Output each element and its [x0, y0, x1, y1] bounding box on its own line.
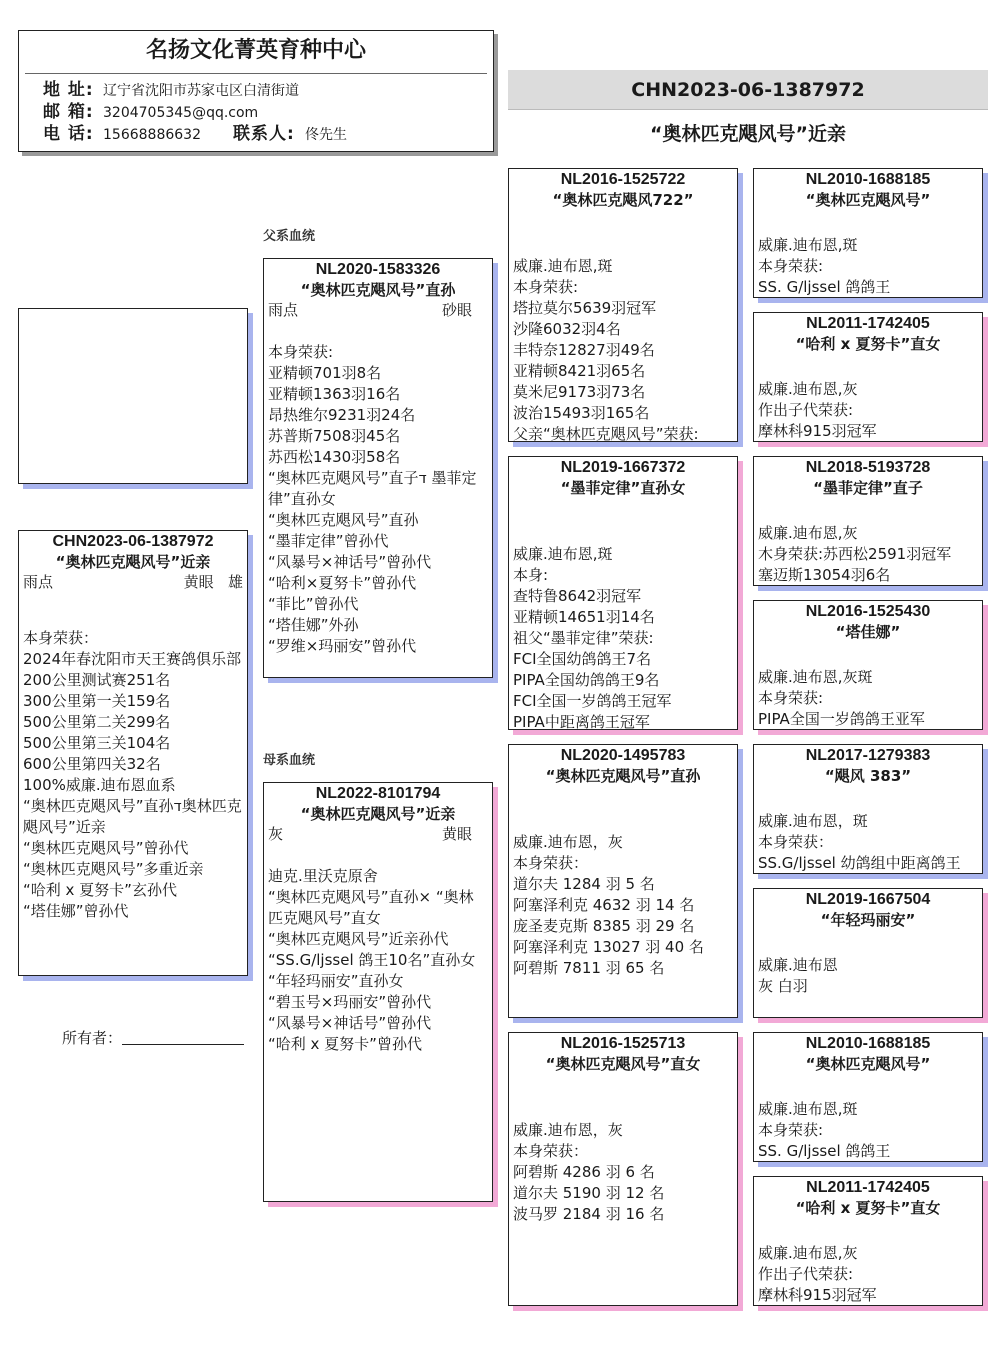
ss-detail-line: 亚精顿8421羽65名 — [513, 362, 646, 380]
subject-detail-line: “奥林匹克飓风号”直孙ד奥林匹克飓风号”近亲 — [23, 797, 242, 836]
g1-detail-line: 本身荣获: — [758, 257, 824, 275]
address-row — [43, 80, 493, 102]
ggp-8-name: “哈利 x 夏努卡”直女 — [795, 1199, 941, 1217]
dd-detail-line: 波马罗 2184 羽 16 名 — [513, 1205, 665, 1223]
sire-dam-name: “墨菲定律”直孙女 — [560, 479, 686, 497]
phone-label: 电 话: — [43, 124, 94, 144]
g5-detail-line: 威廉.迪布恩，斑 — [758, 812, 868, 830]
sd-detail-line: 查特鲁8642羽冠军 — [513, 587, 642, 605]
ggp-4-ring: NL2016-1525430 — [805, 603, 931, 620]
g7-detail-line: SS. G/ljssel 鸽鸽王 — [758, 1142, 891, 1160]
sd-detail-line: 威廉.迪布恩,斑 — [513, 545, 613, 563]
g8-detail-line: 威廉.迪布恩,灰 — [758, 1244, 858, 1262]
ggp-5-details — [754, 811, 982, 874]
dam-sire-ring: NL2020-1495783 — [560, 747, 686, 764]
sire-ring: NL2020-1583326 — [315, 261, 441, 278]
sire-detail-line: “风暴号×神话号”曾孙代 — [268, 553, 432, 571]
sire-details — [264, 342, 492, 657]
header-divider — [25, 73, 487, 74]
g7-detail-line: 威廉.迪布恩,斑 — [758, 1100, 858, 1118]
subject-detail-line: 600公里第四关32名 — [23, 755, 161, 773]
dam-section-label: 母系血统 — [263, 753, 316, 768]
ggp-6-ring: NL2019-1667504 — [805, 891, 931, 908]
sire-name: “奥林匹克飓风号”直孙 — [300, 281, 456, 299]
dam-sire-details — [509, 832, 737, 979]
g7-detail-line: 本身荣获: — [758, 1121, 824, 1139]
top-ring-number: CHN2023-06-1387972 — [631, 79, 865, 101]
g2-detail-line: 威廉.迪布恩,灰 — [758, 380, 858, 398]
subject-details — [19, 628, 247, 922]
ggp-2-details — [754, 379, 982, 442]
top-ring-band — [508, 70, 988, 110]
dam-detail-line: “奥林匹克飓风号”近亲孙代 — [268, 930, 449, 948]
dam-detail-line: “风暴号×神话号”曾孙代 — [268, 1014, 432, 1032]
ggp-1-details — [754, 235, 982, 298]
ds-detail-line: 本身荣获： — [513, 854, 589, 872]
dam-detail-line: “碧玉号×玛丽安”曾孙代 — [268, 993, 432, 1011]
ggp-7-details — [754, 1099, 982, 1162]
sire-section-label: 父系血统 — [263, 229, 316, 244]
sire-detail-line: “墨菲定律”曾孙代 — [268, 532, 389, 550]
dam-color: 灰 — [268, 825, 284, 843]
owner-field — [62, 1028, 244, 1048]
subject-detail-line: 300公里第一关159名 — [23, 692, 171, 710]
subject-detail-line: 本身荣获： — [23, 629, 99, 647]
subject-detail-line: “塔佳娜”曾孙代 — [23, 902, 129, 920]
ggp-card-7 — [753, 1032, 983, 1162]
dam-dam-ring: NL2016-1525713 — [560, 1035, 686, 1052]
g2-detail-line: 摩林科915羽冠军 — [758, 422, 877, 440]
sd-detail-line: PIPA中距离鸽王冠军 — [513, 713, 650, 730]
ds-detail-line: 威廉.迪布恩，灰 — [513, 833, 623, 851]
sire-sire-ring: NL2016-1525722 — [560, 171, 686, 188]
ggp-5-ring: NL2017-1279383 — [805, 747, 931, 764]
ggp-card-4 — [753, 600, 983, 730]
ss-detail-line: 本身荣获: — [513, 278, 579, 296]
photo-frame — [18, 308, 248, 484]
ggp-1-ring: NL2010-1688185 — [805, 171, 931, 188]
g6-detail-line: 威廉.迪布恩 — [758, 956, 838, 974]
sire-traits — [264, 300, 492, 321]
phone-value: 15668886632 — [103, 127, 201, 143]
top-bird-name: “奥林匹克飓风号”近亲 — [650, 123, 846, 145]
sire-detail-line: 本身荣获: — [268, 343, 334, 361]
dd-detail-line: 威廉.迪布恩，灰 — [513, 1121, 623, 1139]
address-label: 地 址: — [43, 80, 94, 100]
subject-detail-line: 200公里测试赛251名 — [23, 671, 171, 689]
dam-detail-line: “哈利 x 夏努卡”曾孙代 — [268, 1035, 422, 1053]
ggp-card-8 — [753, 1176, 983, 1306]
ggp-7-name: “奥林匹克飓风号” — [805, 1055, 931, 1073]
email-row — [43, 102, 493, 124]
ss-detail-line: 丰特奈12827羽49名 — [513, 341, 655, 359]
subject-detail-line: “奥林匹克飓风号”曾孙代 — [23, 839, 189, 857]
ggp-card-2 — [753, 312, 983, 442]
address-value: 辽宁省沈阳市苏家屯区白清街道 — [103, 83, 299, 99]
sire-dam-details — [509, 544, 737, 730]
subject-detail-line: “哈利 x 夏努卡”玄孙代 — [23, 881, 177, 899]
dd-detail-line: 阿碧斯 4286 羽 6 名 — [513, 1163, 655, 1181]
sire-detail-line: 亚精顿701羽8名 — [268, 364, 382, 382]
g5-detail-line: SS.G/ljssel 幼鸽组中距离鸽王 — [758, 854, 961, 872]
sd-detail-line: FCI全国幼鸽鸽王7名 — [513, 650, 652, 668]
ds-detail-line: 阿塞泽利克 4632 羽 14 名 — [513, 896, 695, 914]
sire-detail-line: “奥林匹克飓风号”直子ד 墨菲定律”直孙女 — [268, 469, 477, 508]
sire-detail-line: 昂热维尔9231羽24名 — [268, 406, 416, 424]
sire-sire-card — [508, 168, 738, 442]
subject-detail-line: 500公里第二关299名 — [23, 713, 171, 731]
subject-name: “奥林匹克飓风号”近亲 — [55, 553, 211, 571]
g1-detail-line: 威廉.迪布恩,斑 — [758, 236, 858, 254]
sire-detail-line: “塔佳娜”外孙 — [268, 616, 359, 634]
ggp-card-1 — [753, 168, 983, 298]
contact-value: 佟先生 — [305, 127, 347, 143]
sire-eye: 砂眼 — [441, 301, 472, 319]
dam-name: “奥林匹克飓风号”近亲 — [300, 805, 456, 823]
sire-dam-ring: NL2019-1667372 — [560, 459, 686, 476]
ggp-7-ring: NL2010-1688185 — [805, 1035, 931, 1052]
dam-ring: NL2022-8101794 — [315, 785, 441, 802]
sd-detail-line: 亚精顿14651羽14名 — [513, 608, 655, 626]
sire-sire-name: “奥林匹克飓风722” — [552, 191, 694, 209]
dam-detail-line: 迪克.里沃克原舍 — [268, 867, 378, 885]
sire-detail-line: “哈利×夏努卡”曾孙代 — [268, 574, 417, 592]
g3-detail-line: 威廉.迪布恩,灰 — [758, 524, 858, 542]
ss-detail-line: 塔拉莫尔5639羽冠军 — [513, 299, 657, 317]
subject-eye: 黄眼 — [183, 573, 214, 591]
dam-sire-name: “奥林匹克飓风号”直孙 — [545, 767, 701, 785]
dd-detail-line: 道尔夫 5190 羽 12 名 — [513, 1184, 665, 1202]
subject-detail-line: 500公里第三关104名 — [23, 734, 171, 752]
ds-detail-line: 阿碧斯 7811 羽 65 名 — [513, 959, 665, 977]
ggp-card-3 — [753, 456, 983, 586]
g6-detail-line: 灰 白羽 — [758, 977, 808, 995]
subject-traits — [19, 572, 247, 593]
email-value: 3204705345@qq.com — [103, 105, 259, 121]
ggp-5-name: “飓风 383” — [824, 767, 912, 785]
g4-detail-line: 威廉.迪布恩,灰斑 — [758, 668, 873, 686]
dam-details — [264, 866, 492, 1055]
email-label: 邮 箱: — [43, 102, 94, 122]
dam-detail-line: “年轻玛丽安”直孙女 — [268, 972, 404, 990]
sd-detail-line: 本身: — [513, 566, 549, 584]
g4-detail-line: 本身荣获: — [758, 689, 824, 707]
dam-detail-line: “奥林匹克飓风号”直孙× “奥林匹克飓风号”直女 — [268, 888, 474, 927]
ggp-6-details — [754, 955, 982, 997]
ss-detail-line: 莫米尼9173羽73名 — [513, 383, 646, 401]
contact-label: 联系人: — [233, 124, 295, 144]
sd-detail-line: PIPA全国幼鸽鸽王9名 — [513, 671, 660, 689]
sire-color: 雨点 — [268, 301, 299, 319]
sire-detail-line: 苏普斯7508羽45名 — [268, 427, 401, 445]
subject-detail-line: “奥林匹克飓风号”多重近亲 — [23, 860, 204, 878]
g3-detail-line: 塞迈斯13054羽6名 — [758, 566, 891, 584]
subject-color: 雨点 — [23, 573, 54, 591]
dam-dam-details — [509, 1120, 737, 1225]
ss-detail-line: 威廉.迪布恩,斑 — [513, 257, 613, 275]
sire-dam-card — [508, 456, 738, 730]
ggp-3-name: “墨菲定律”直子 — [813, 479, 923, 497]
g8-detail-line: 作出子代荣获: — [758, 1265, 854, 1283]
ggp-8-details — [754, 1243, 982, 1306]
sd-detail-line: FCI全国一岁鸽鸽王冠军 — [513, 692, 672, 710]
g8-detail-line: 摩林科915羽冠军 — [758, 1286, 877, 1304]
ds-detail-line: 庞圣麦克斯 8385 羽 29 名 — [513, 917, 695, 935]
dam-eye: 黄眼 — [441, 825, 472, 843]
sire-detail-line: 亚精顿1363羽16名 — [268, 385, 401, 403]
ss-detail-line: 父亲“奥林匹克飓风号”荣获: — [513, 425, 699, 442]
ds-detail-line: 道尔夫 1284 羽 5 名 — [513, 875, 655, 893]
ggp-8-ring: NL2011-1742405 — [806, 1179, 930, 1196]
dam-traits — [264, 824, 492, 845]
sire-detail-line: 苏西松1430羽58名 — [268, 448, 401, 466]
dd-detail-line: 本身荣获： — [513, 1142, 589, 1160]
sire-sire-details — [509, 256, 737, 442]
ss-detail-line: 沙隆6032羽4名 — [513, 320, 621, 338]
dam-dam-name: “奥林匹克飓风号”直女 — [545, 1055, 701, 1073]
g2-detail-line: 作出子代荣获: — [758, 401, 854, 419]
phone-row — [43, 124, 493, 146]
subject-sex: 雄 — [227, 573, 243, 591]
sire-detail-line: “奥林匹克飓风号”直孙 — [268, 511, 419, 529]
subject-detail-line: 100%威廉.迪布恩血系 — [23, 776, 176, 794]
ggp-3-details — [754, 523, 982, 586]
ggp-4-details — [754, 667, 982, 730]
subject-ring: CHN2023-06-1387972 — [52, 533, 214, 550]
subject-detail-line: 2024年春沈阳市天王赛鸽俱乐部 — [23, 650, 242, 668]
owner-line — [122, 1028, 244, 1045]
dam-card — [263, 782, 493, 1202]
dam-sire-card — [508, 744, 738, 1018]
ggp-6-name: “年轻玛丽安” — [820, 911, 916, 929]
sire-detail-line: “菲比”曾孙代 — [268, 595, 359, 613]
dam-detail-line: “SS.G/ljssel 鸽王10名”直孙女 — [268, 951, 476, 969]
ggp-2-ring: NL2011-1742405 — [806, 315, 930, 332]
ggp-2-name: “哈利 x 夏努卡”直女 — [795, 335, 941, 353]
ggp-4-name: “塔佳娜” — [835, 623, 901, 641]
ggp-3-ring: NL2018-5193728 — [805, 459, 931, 476]
sire-detail-line: “罗维×玛丽安”曾孙代 — [268, 637, 417, 655]
ggp-card-6 — [753, 888, 983, 1018]
ss-detail-line: 波治15493羽165名 — [513, 404, 650, 422]
org-name: 名扬文化菁英育种中心 — [145, 38, 366, 63]
g4-detail-line: PIPA全国一岁鸽鸽王亚军 — [758, 710, 925, 728]
ggp-card-5 — [753, 744, 983, 874]
sd-detail-line: 祖父“墨菲定律”荣获: — [513, 629, 654, 647]
ggp-1-name: “奥林匹克飓风号” — [805, 191, 931, 209]
sire-card — [263, 258, 493, 678]
subject-card — [18, 530, 248, 976]
g3-detail-line: 木身荣获:苏西松2591羽冠军 — [758, 545, 952, 563]
g1-detail-line: SS. G/ljssel 鸽鸽王 — [758, 278, 891, 296]
ds-detail-line: 阿塞泽利克 13027 羽 40 名 — [513, 938, 704, 956]
g5-detail-line: 本身荣获： — [758, 833, 834, 851]
dam-dam-card — [508, 1032, 738, 1306]
owner-label: 所有者： — [62, 1029, 123, 1047]
org-header — [18, 30, 494, 152]
